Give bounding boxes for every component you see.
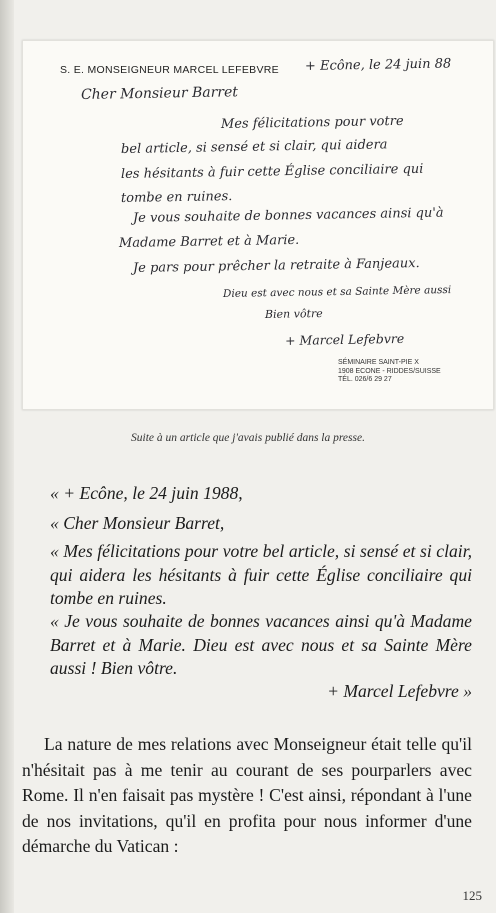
page-number: 125: [462, 888, 482, 903]
letter-facsimile: [22, 40, 494, 410]
handwritten-line: Je pars pour prêcher la retraite à Fanjeaux.: [132, 255, 420, 276]
handwritten-line: Dieu est avec nous et sa Sainte Mère aussi: [222, 284, 452, 300]
stamp-line: SÉMINAIRE SAINT-PIE X: [338, 359, 419, 366]
handwritten-salutation: Cher Monsieur Barret: [80, 84, 239, 103]
body-paragraph: La nature de mes relations avec Monseigneur était telle qu'il n'hésitait pas à me tenir au courant de ses pourparlers avec Rome. Il n'en faisait pas mystère ! C'est ainsi, répondant à l'une de nos invitations, qu'il en profita pour nous informer d'une démarche du Vatican :: [22, 734, 472, 856]
stamp-line: TÉL. 026/6 29 27: [338, 376, 392, 383]
quote-date: « + Ecône, le 24 juin 1988,: [50, 483, 243, 503]
handwritten-line: Bien vôtre: [264, 306, 323, 321]
quote-salutation: « Cher Monsieur Barret,: [50, 513, 225, 533]
figure-caption: Suite à un article que j'avais publié dans la presse.: [131, 432, 365, 444]
letterhead: S. E. MONSEIGNEUR MARCEL LEFEBVRE: [60, 64, 279, 76]
quote-paragraph-2: « Je vous souhaite de bonnes vacances ainsi qu'à Madame Barret et à Marie. Dieu est avec nous et sa Sainte Mère aussi ! Bien vôtre.: [50, 611, 472, 679]
handwritten-line: Je vous souhaite de bonnes vacances ainsi qu'à: [132, 205, 444, 226]
stamp-line: 1908 ECONE - RIDDES/SUISSE: [338, 367, 441, 375]
handwritten-line: tombe en ruines.: [120, 189, 233, 206]
handwritten-date: + Ecône, le 24 juin 88: [304, 56, 452, 74]
handwritten-line: les hésitants à fuir cette Église conciliaire qui: [120, 161, 424, 182]
quote-paragraph-1: « Mes félicitations pour votre bel article, si sensé et si clair, qui aidera les hésitants à fuir cette Église conciliaire qui tombe en ruines.: [50, 541, 472, 609]
handwritten-line: Mes félicitations pour votre: [220, 113, 404, 132]
handwritten-signature: + Marcel Lefebvre: [284, 330, 405, 348]
seminary-stamp: [338, 359, 441, 385]
handwritten-line: bel article, si sensé et si clair, qui aidera: [120, 137, 388, 157]
handwritten-line: Madame Barret et à Marie.: [118, 232, 300, 251]
book-spine-shadow: [0, 0, 14, 913]
quote-signature: + Marcel Lefebvre »: [327, 681, 472, 701]
